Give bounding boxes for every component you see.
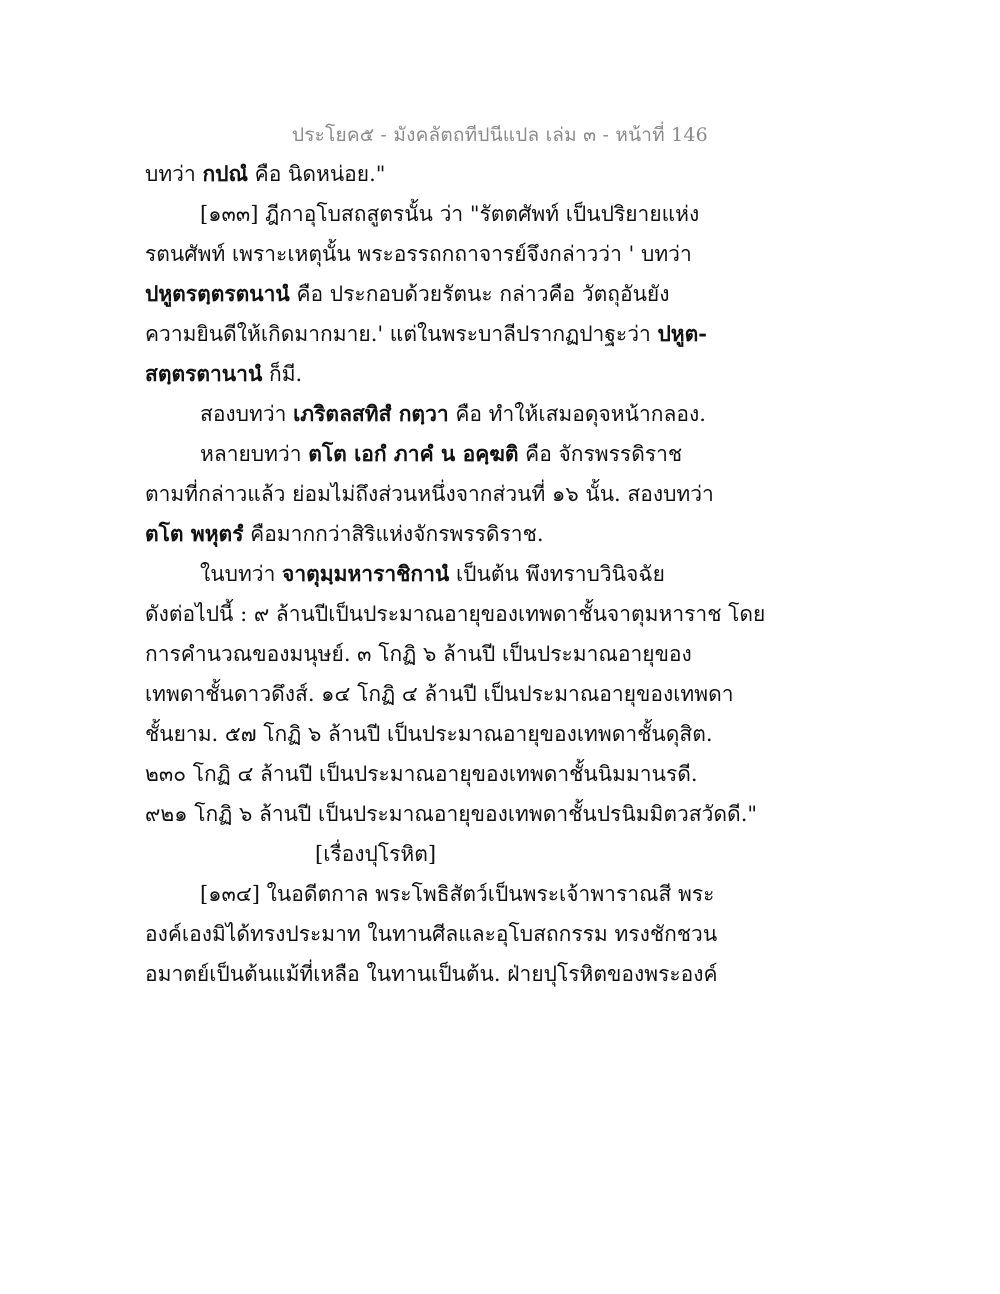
text-line: รตนศัพท์ เพราะเหตุนั้น พระอรรถกถาจารย์จึงกล่าวว่า ' บทว่า — [145, 242, 692, 266]
text-line: สตฺตรตานานํ ก็มี. — [145, 361, 303, 386]
text-line: การคำนวณของมนุษย์. ๓ โกฏิ ๖ ล้านปี เป็นประมาณอายุของ — [145, 642, 692, 666]
text-line: ดังต่อไปนี้ : ๙ ล้านปีเป็นประมาณอายุของเทพดาชั้นจาตุมหาราช โดย — [145, 602, 766, 626]
text-line: ตโต พหุตรํ คือมากกว่าสิริแห่งจักรพรรดิราช. — [145, 521, 544, 546]
text-line: ในบทว่า จาตุมฺมหาราชิกานํ เป็นต้น พึงทราบวินิจฉัย — [200, 561, 665, 586]
paragraph-134-start: [๑๓๔] ในอดีตกาล พระโพธิสัตว์เป็นพระเจ้าพาราณสี พระ — [200, 882, 715, 906]
text-line: ตามที่กล่าวแล้ว ย่อมไม่ถึงส่วนหนึ่งจากส่วนที่ ๑๖ นั้น. สองบทว่า — [145, 482, 714, 506]
text-line: ปหูตรตฺตรตนานํ คือ ประกอบด้วยรัตนะ กล่าวคือ วัตถุอันยัง — [145, 281, 670, 306]
section-heading: [เรื่องปุโรหิต] — [315, 842, 437, 866]
text-line: สองบทว่า เภริตลสทิสํ กตฺวา คือ ทำให้เสมอดุจหน้ากลอง. — [200, 401, 706, 426]
text-line: ๒๓๐ โกฏิ ๔ ล้านปี เป็นประมาณอายุของเทพดาชั้นนิมมานรดี. — [145, 762, 698, 786]
page-header: ประโยค๕ - มังคลัตถทีปนีแปล เล่ม ๓ - หน้าที่ 146 — [292, 124, 708, 146]
text-line: องค์เองมิได้ทรงประมาท ในทานศีลและอุโบสถกรรม ทรงชักชวน — [145, 922, 718, 946]
text-line: อมาตย์เป็นต้นแม้ที่เหลือ ในทานเป็นต้น. ฝ่ายปุโรหิตของพระองค์ — [145, 962, 718, 986]
text-line: ความยินดีให้เกิดมากมาย.' แต่ในพระบาลีปรากฏปาฐะว่า ปหูต- — [145, 321, 707, 346]
text-line: ชั้นยาม. ๕๗ โกฏิ ๖ ล้านปี เป็นประมาณอายุของเทพดาชั้นดุสิต. — [145, 722, 713, 746]
text-line: หลายบทว่า ตโต เอกํ ภาคํ น อคฺฆติ คือ จักรพรรดิราช — [200, 441, 683, 466]
text-line: เทพดาชั้นดาวดึงส์. ๑๔ โกฏิ ๔ ล้านปี เป็นประมาณอายุของเทพดา — [145, 682, 734, 706]
paragraph-133-start: [๑๓๓] ฎีกาอุโบสถสูตรนั้น ว่า "รัตตศัพท์ เป็นปริยายแห่ง — [200, 202, 700, 226]
text-line: บทว่า กปณํ คือ นิดหน่อย." — [145, 161, 386, 186]
text-line: ๙๒๑ โกฏิ ๖ ล้านปี เป็นประมาณอายุของเทพดาชั้นปรนิมมิตวสวัดดี." — [145, 802, 758, 826]
body-text — [145, 154, 766, 994]
